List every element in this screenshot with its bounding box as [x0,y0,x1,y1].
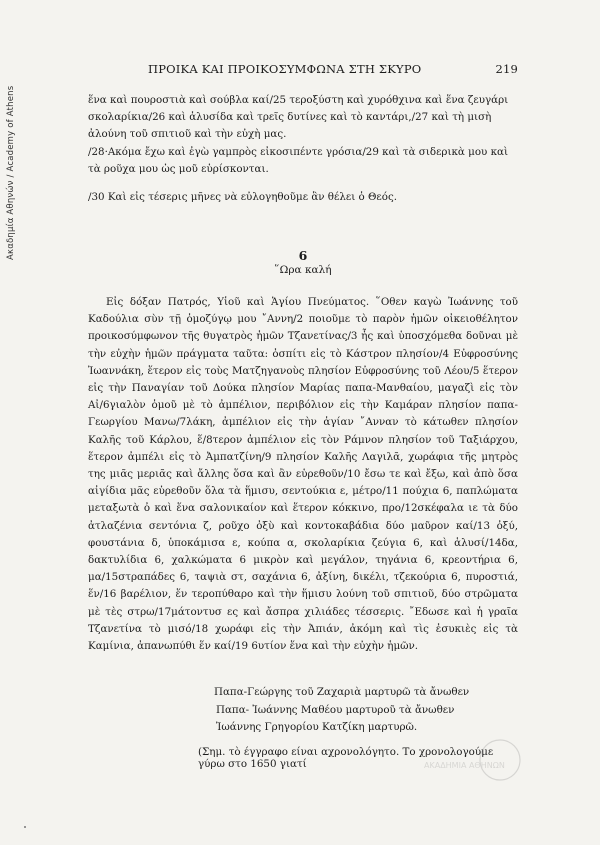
side-label-text: Ακαδημία Αθηνών / Academy of Athens [6,85,16,260]
signature-line-3: Ἰωάννης Γρηγορίου Κατζίκη μαρτυρῶ. [216,721,418,734]
running-title: ΠΡΟΙΚΑ ΚΑΙ ΠΡΟΙΚΟΣΥΜΦΩΝΑ ΣΤΗ ΣΚΥΡΟ [148,62,422,76]
page-speck [24,826,26,828]
document-body [88,294,518,655]
top-paragraph-3: /30 Καὶ εἰς τέσερις μῆνες νὰ εὐλογηθοῦμε ἂν θέλει ὁ Θεός. [88,191,397,204]
section-subtitle: ῞Ωρα καλή [274,264,332,276]
signature-line-1: Παπα-Γεώργης τοῦ Ζαχαριὰ μαρτυρῶ τὰ ἄνωθεν [214,686,470,698]
watermark-text: ΑΚΑΔΗΜΙΑ ΑΘΗΝΩΝ [424,761,505,770]
document-body-text: Εἰς δόξαν Πατρός, Υἱοῦ καὶ Ἁγίου Πνεύματος. ῞Οθεν καγὼ Ἰωάννης τοῦ Καδούλια σὺν τῇ ὁμοζύγῳ μου ῎Αννη/2 ποιοῦμε τὸ παρὸν ἡμῶν οἰκειοθέλητον προικοσύμφωνον τῆς θυγατρὸς ἡμῶν Τζανετίνας/3 ἧς καὶ ὑποσχόμεθα δοῦναι μὲ τὴν εὐχὴν ἡμῶν πράγματα ταῦτα: ὀσπίτι εἰς τὸ Κάστρον πλησίον/4 Εὐφροσύνης Ἰωαννάκη, ἕτερον εἰς τοὺς Ματζηγανοὺς πλησίον Εὐφροσύνης τοῦ Λέου/5 ἕτερον εἰς τὴν Παναγίαν τοῦ Δούκα πλησίον Μαρίας παπα-Μανθαίου, μαγαζὶ εἰς τὸν Αἰ/6γιαλὸν ὁμοῦ μὲ τὸ ἀμπέλιον, περιβόλιον εἰς τὴν Καμάραν πλησίον παπα-Γεωργίου Μανω/7λάκη, ἀμπέλιον εἰς τὴν ἁγίαν ῎Ανναν τὸ κάτωθεν πλησίον Καλῆς τοῦ Κάρλου, ἕ/8τερον ἀμπέλιον εἰς τὸν Ράμνον πλησίον τοῦ Ταξιάρχου, ἕτερον ἀμπέλι εἰς τὸ Ἀμπατζίνη/9 πλησίον Καλῆς Λαγιλᾶ, χωράφια τῆς μητρὸς της μιᾶς μεριᾶς καὶ ἄλλης ὅσα καὶ ἂν εὑρεθοῦν/10 ἔσω τε καὶ ἔξω, καὶ ἀπὸ ὅσα αἰγίδια μᾶς εὑρεθοῦν ὅλα τὰ ἥμισυ, σεντούκια ε, μέτρο/11 πούχια 6, παπλώματα μεταξωτὰ ὀ καὶ ἕνα σαλονικαίον καὶ ἕτερον κόκκινο, προ/12σκέφαλα ιε τὰ δύο ἀτλαζένια σεντόνια ζ, ροῦχο ὀξὺ καὶ κοντοκαβάδια δύο μαῦρον καί/13 ὀξύ, φουστάνια δ, ὑποκάμισα ε, κούπα α, σκολαρίκια ζεύγια 6, καὶ ἁλυσί/14δα, δακτυλίδια 6, χαλκώματα 6 μικρὸν καὶ μεγάλον, τηγάνια 6, κρεοντήρια 6, μα/15στραπάδες 6, ταψιὰ στ, σαχάνια 6, ἀξίνη, δικέλι, τζεκούρια 6, πυροστιά, ἕν/16 βαρέλιον, ἕν τεροπύθαρο καὶ τὴν ἥμισυ λούνη τοῦ σπιτιοῦ, δύο στρῶματα μὲ τὲς στρω/17μάτοντυσ ες καὶ ἄσπρα χιλιάδες τέσσερις. ῎Εδωσε καὶ ἡ γραῖα Τζανετίνα τὸ μισό/18 χωράφι εἰς τὴν Ἀπιάν, ἀκόμη καὶ τὶς ἐσυκιὲς εἰς τὰ Καμίνια, ἀπανωπύθι ἕν καί/19 6υτίον ἕνα καὶ τὴν εὐχὴν ἡμῶν. [88,296,518,653]
signature-block [214,684,469,737]
top-paragraph-2: /28·Ακόμα ἔχω καὶ ἐγὼ γαμπρὸς εἰκοσιπέντε γρόσια/29 καὶ τὰ σιδερικὰ μου καὶ τὰ ροῦχα μου ὡς μοῦ εὑρίσκονται. [88,145,509,175]
editor-note: (Σημ. τὸ έγγραφο είναι αχρονολόγητο. Το χρονολογούμε γύρω στο 1650 γιατί [198,746,494,770]
top-paragraph-1: ἕνα καὶ πουροστιὰ καὶ σούβλα καί/25 τεροξύστη καὶ χυρόθχινα καὶ ἕνα ζευγάρι σκολαρίκια/26 καὶ ἁλυσίδα καὶ τρεῖς δυτίνες καὶ τὸ καντάρι,/27 καὶ τὴ μισὴ ἀλούνη τοῦ σπιτιοῦ καὶ τὴν εὐχὴ μας. [88,94,509,141]
watermark-seal-icon [480,740,520,780]
archive-side-label [6,40,20,260]
signature-line-2: Παπα- Ἰωάννης Μαθέου μαρτυροῦ τὰ ἄνωθεν [216,703,455,716]
page-header [88,62,518,78]
top-text-block [88,92,518,206]
academy-watermark [420,738,580,786]
page-number: 219 [495,62,518,76]
section-number: 6 [298,248,308,263]
